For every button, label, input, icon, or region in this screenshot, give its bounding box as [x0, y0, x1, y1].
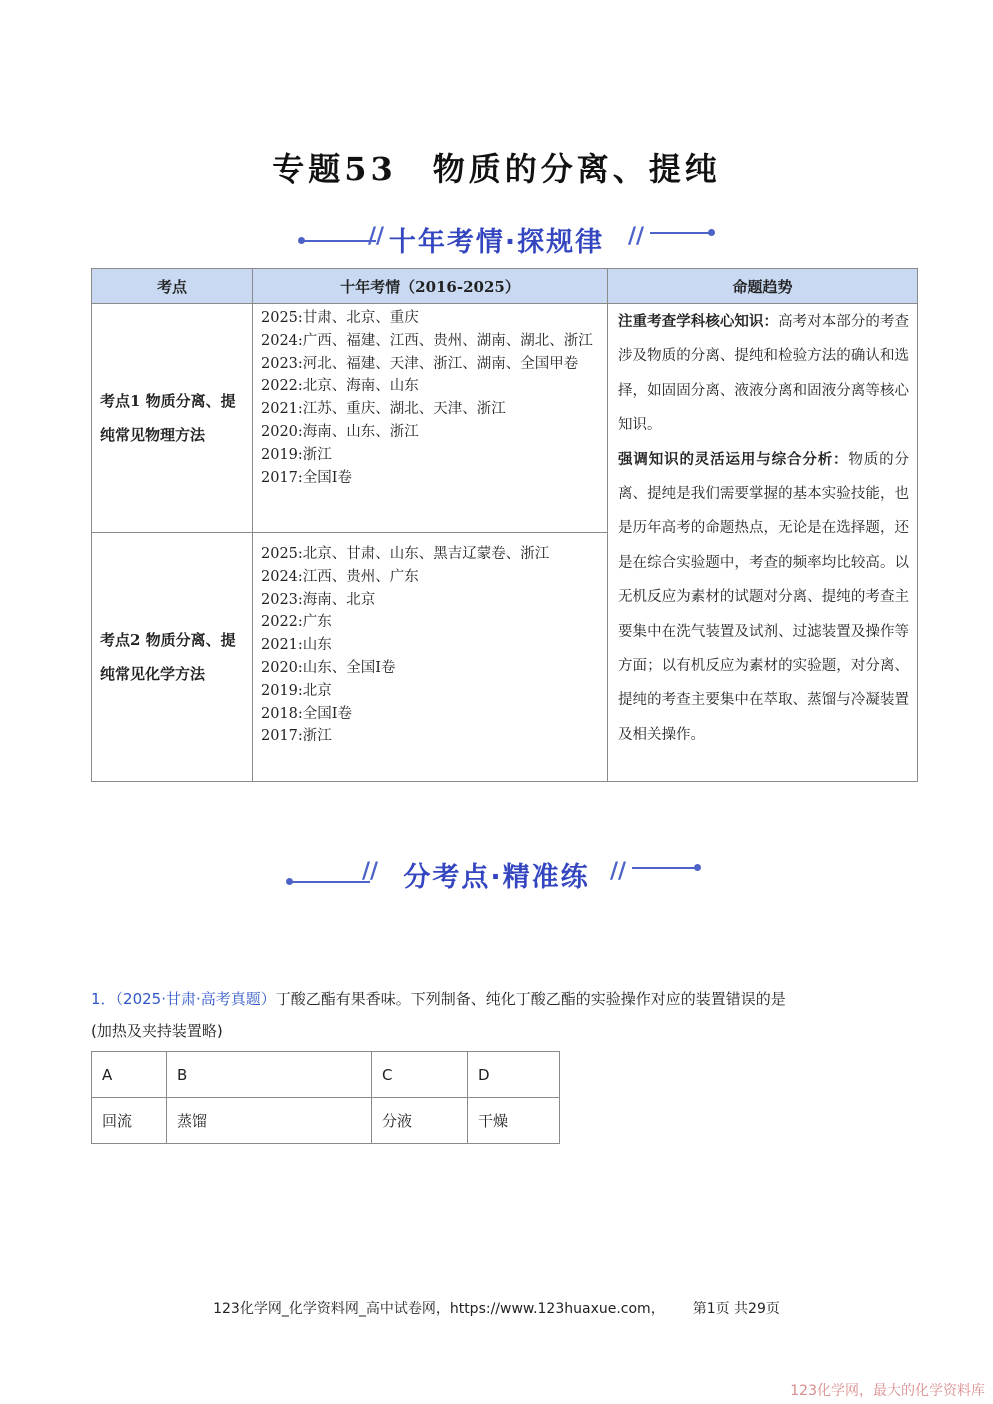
- table-row: [92, 304, 918, 533]
- option-label: 干燥: [468, 1098, 560, 1144]
- section-banner-practice: [0, 855, 993, 895]
- question-number: 1．: [91, 990, 116, 1008]
- option-letter: C: [372, 1052, 468, 1098]
- banner-title: 十年考情·探规律: [388, 227, 605, 258]
- trend-text-2: 物质的分离、提纯是我们需要掌握的基本实验技能，也是历年高考的命题热点，无论是在选择题，还是在综合实验题中，考查的频率均比较高。以无机反应为素材的试题对分离、提纯的考查主要集中在洗气装置及试剂、过滤装置及操作等方面；以有机反应为素材的实验题，对分离、提纯的考查主要集中在萃取、蒸馏与冷凝装置及相关操作。: [618, 451, 910, 743]
- question-note: (加热及夹持装置略): [91, 1022, 223, 1040]
- year-line: 2021: 山东: [261, 637, 332, 654]
- year-line: 2022: 北京、海南、山东: [261, 378, 419, 395]
- options-table: [91, 1051, 560, 1144]
- year-line: 2025: 北京、甘肃、山东、黑吉辽蒙卷、浙江: [261, 546, 550, 562]
- banner-dot-right: [694, 864, 701, 871]
- option-letter: B: [167, 1052, 372, 1098]
- document-title: 专题53 物质的分离、提纯: [272, 150, 721, 188]
- trend-heading-2: 强调知识的灵活运用与综合分析：: [618, 450, 849, 468]
- trend-text-1: 高考对本部分的考查涉及物质的分离、提纯和检验方法的确认和选择，如固固分离、液液分离和固液分离等核心知识。: [618, 314, 909, 434]
- year-line: 2017: 全国Ⅰ卷: [261, 469, 353, 486]
- year-line: 2023: 河北、福建、天津、浙江、湖南、全国甲卷: [261, 355, 579, 372]
- banner-slash-left: //: [362, 859, 379, 884]
- year-line: 2019: 北京: [261, 682, 332, 699]
- year-line: 2017: 浙江: [261, 728, 332, 745]
- year-line: 2024: 江西、贵州、广东: [261, 568, 419, 585]
- option-letter: D: [468, 1052, 560, 1098]
- question-source: （2025·甘肃·高考真题）: [115, 990, 276, 1008]
- year-line: 2023: 海南、北京: [261, 591, 376, 608]
- years-cell-2: [253, 533, 608, 782]
- point-cell-2: 考点2 物质分离、提纯常见化学方法: [92, 533, 253, 782]
- header-trend: 命题趋势: [608, 269, 918, 304]
- banner-title: 分考点·精准练: [403, 862, 590, 893]
- year-line: 2024: 广西、福建、江西、贵州、湖南、湖北、浙江: [261, 332, 593, 349]
- year-line: 2022: 广东: [261, 614, 332, 631]
- option-label: 分液: [372, 1098, 468, 1144]
- banner-slash-right: //: [610, 859, 627, 884]
- exam-trend-table: [91, 268, 918, 782]
- page-footer: [0, 1298, 993, 1318]
- year-line: 2020: 海南、山东、浙江: [261, 423, 419, 440]
- footer-page-number: 第1页 共29页: [692, 1301, 780, 1317]
- year-line: 2020: 山东、全国Ⅰ卷: [261, 659, 396, 676]
- option-letter: A: [92, 1052, 167, 1098]
- header-years: 十年考情（2016-2025）: [253, 269, 608, 304]
- section-banner-trends: [0, 220, 993, 260]
- table-header-row: [92, 269, 918, 304]
- banner-slash-right: //: [628, 224, 645, 249]
- options-letter-row: [92, 1052, 560, 1098]
- trend-cell: [608, 304, 918, 782]
- banner-line-right: [632, 867, 696, 869]
- trend-heading-1: 注重考查学科核心知识：: [618, 313, 779, 330]
- banner-dot-right: [708, 229, 715, 236]
- option-label: 回流: [92, 1098, 167, 1144]
- question-1: [91, 983, 901, 1047]
- year-line: 2018: 全国Ⅰ卷: [261, 705, 353, 722]
- banner-slash-left: //: [368, 224, 385, 249]
- banner-line-right: [650, 232, 710, 234]
- header-point: 考点: [92, 269, 253, 304]
- option-label: 蒸馏: [167, 1098, 372, 1144]
- year-line: 2019: 浙江: [261, 446, 332, 463]
- corner-watermark: 123化学网，最大的化学资料库: [790, 1383, 985, 1399]
- year-line: 2021: 江苏、重庆、湖北、天津、浙江: [261, 401, 506, 418]
- years-cell-1: [253, 304, 608, 533]
- question-text: 丁酸乙酯有果香味。下列制备、纯化丁酸乙酯的实验操作对应的装置错误的是: [275, 990, 786, 1008]
- point-cell-1: 考点1 物质分离、提纯常见物理方法: [92, 304, 253, 533]
- year-line: 2025: 甘肃、北京、重庆: [261, 310, 419, 326]
- footer-site: 123化学网_化学资料网_高中试卷网，https://www.123huaxue.com，: [213, 1301, 665, 1317]
- options-label-row: [92, 1098, 560, 1144]
